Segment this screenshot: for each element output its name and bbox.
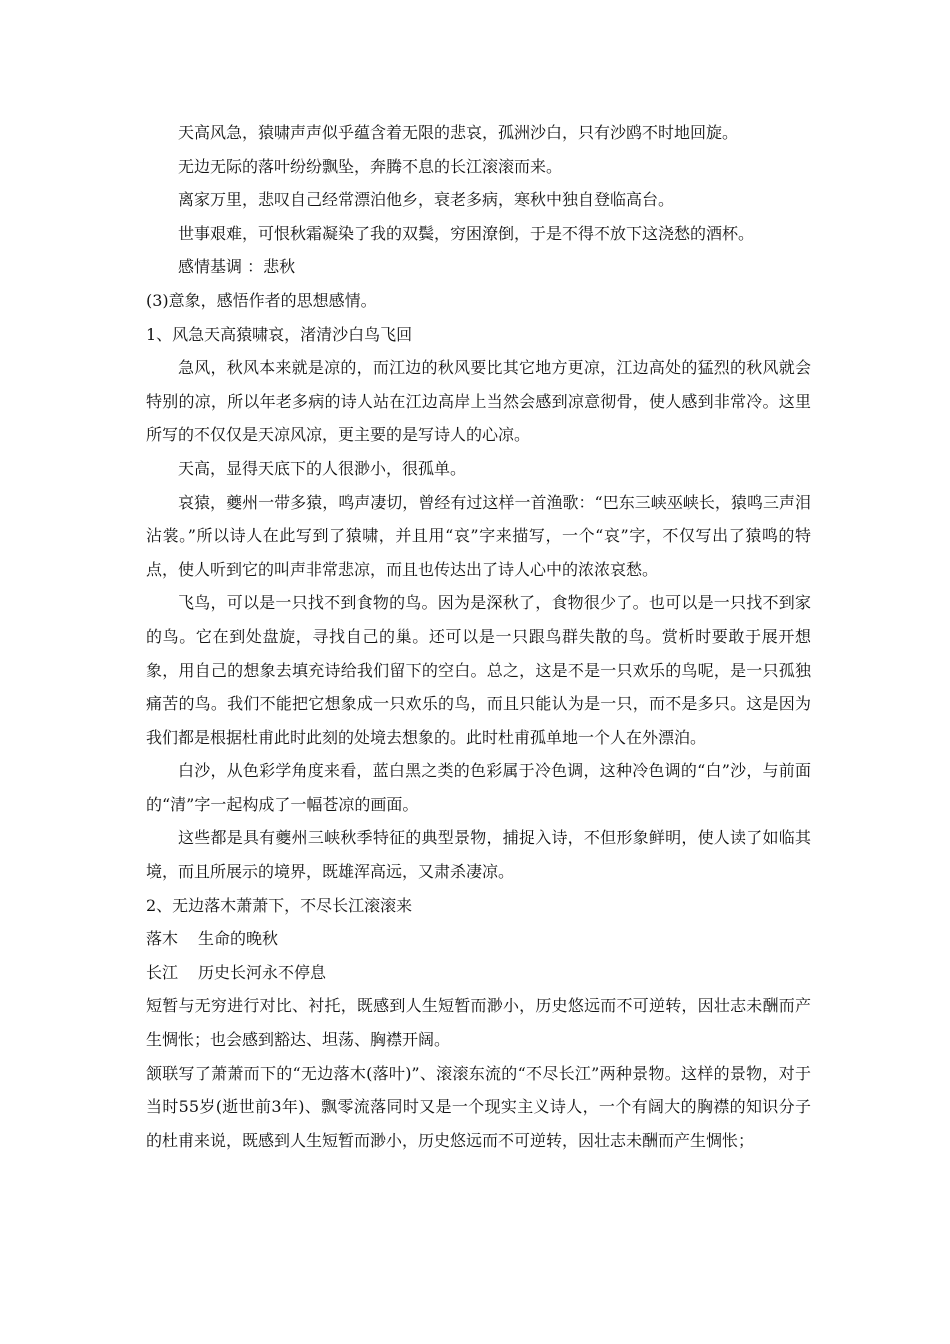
imagery-term: 落木 — [146, 929, 179, 949]
paragraph: 哀猿，夔州一带多猿，鸣声凄切，曾经有过这样一首渔歌：“巴东三峡巫峡长，猿鸣三声泪沾裳。”所以诗人在此写到了猿啸，并且用“哀”字来描写，一个“哀”字，不仅写出了猿鸣的特点，使人听到它的叫声非常悲凉，而且也传达出了诗人心中的浓浓哀愁。 — [146, 492, 811, 579]
subsection-heading: 1、风急天高猿啸哀，渚清沙白鸟飞回 — [146, 324, 413, 344]
imagery-meaning: 历史长河永不停息 — [198, 962, 327, 982]
paragraph: 无边无际的落叶纷纷飘坠，奔腾不息的长江滚滚而来。 — [178, 156, 563, 176]
paragraph: 这些都是具有夔州三峡秋季特征的典型景物，捕捉入诗，不但形象鲜明，使人读了如临其境，而且所展示的境界，既雄浑高远，又肃杀凄凉。 — [146, 828, 811, 882]
paragraph: 世事艰难，可恨秋霜凝染了我的双鬓，穷困潦倒，于是不得不放下这浇愁的酒杯。 — [178, 223, 755, 243]
section-heading: (3)意象，感悟作者的思想感情。 — [146, 290, 377, 310]
paragraph: 飞鸟，可以是一只找不到食物的鸟。因为是深秋了，食物很少了。也可以是一只找不到家的鸟。它在到处盘旋，寻找自己的巢。还可以是一只跟鸟群失散的鸟。赏析时要敢于展开想象，用自己的想象去填充诗给我们留下的空白。总之，这是不是一只欢乐的鸟呢，是一只孤独痛苦的鸟。我们不能把它想象成一只欢乐的鸟，而且只能认为是一只，而不是多只。这是因为我们都是根据杜甫此时此刻的处境去想象的。此时杜甫孤单地一个人在外漂泊。 — [146, 593, 811, 747]
paragraph: 急风，秋风本来就是凉的，而江边的秋风要比其它地方更凉，江边高处的猛烈的秋风就会特别的凉，所以年老多病的诗人站在江边高岸上当然会感到凉意彻骨，使人感到非常冷。这里所写的不仅仅是天凉风凉，更主要的是写诗人的心凉。 — [146, 358, 811, 445]
imagery-term: 长江 — [146, 962, 179, 982]
document-page — [146, 116, 811, 1157]
emotional-tone-line: 感情基调 ：悲秋 — [178, 257, 296, 277]
imagery-row — [146, 922, 811, 956]
subsection-heading: 2、无边落木萧萧下，不尽长江滚滚来 — [146, 895, 413, 915]
imagery-row — [146, 956, 811, 990]
imagery-meaning: 生命的晚秋 — [198, 929, 279, 949]
paragraph: 白沙，从色彩学角度来看，蓝白黑之类的色彩属于冷色调，这种冷色调的“白”沙，与前面的“清”字一起构成了一幅苍凉的画面。 — [146, 761, 811, 814]
paragraph: 颔联写了萧萧而下的“无边落木(落叶)”、滚滚东流的“不尽长江”两种景物。这样的景物，对于当时55岁(逝世前3年)、飘零流落同时又是一个现实主义诗人，一个有阔大的胸襟的知识分子的杜甫来说，既感到人生短暂而渺小，历史悠远而不可逆转，因壮志未酬而产生惆怅； — [146, 1063, 811, 1150]
paragraph: 离家万里，悲叹自己经常漂泊他乡，衰老多病，寒秋中独自登临高台。 — [178, 190, 675, 210]
paragraph: 天高风急，猿啸声声似乎蕴含着无限的悲哀，孤洲沙白，只有沙鸥不时地回旋。 — [178, 123, 739, 142]
paragraph: 短暂与无穷进行对比、衬托，既感到人生短暂而渺小，历史悠远而不可逆转，因壮志未酬而产生惆怅；也会感到豁达、坦荡、胸襟开阔。 — [146, 996, 811, 1050]
paragraph: 天高，显得天底下的人很渺小，很孤单。 — [178, 458, 467, 478]
